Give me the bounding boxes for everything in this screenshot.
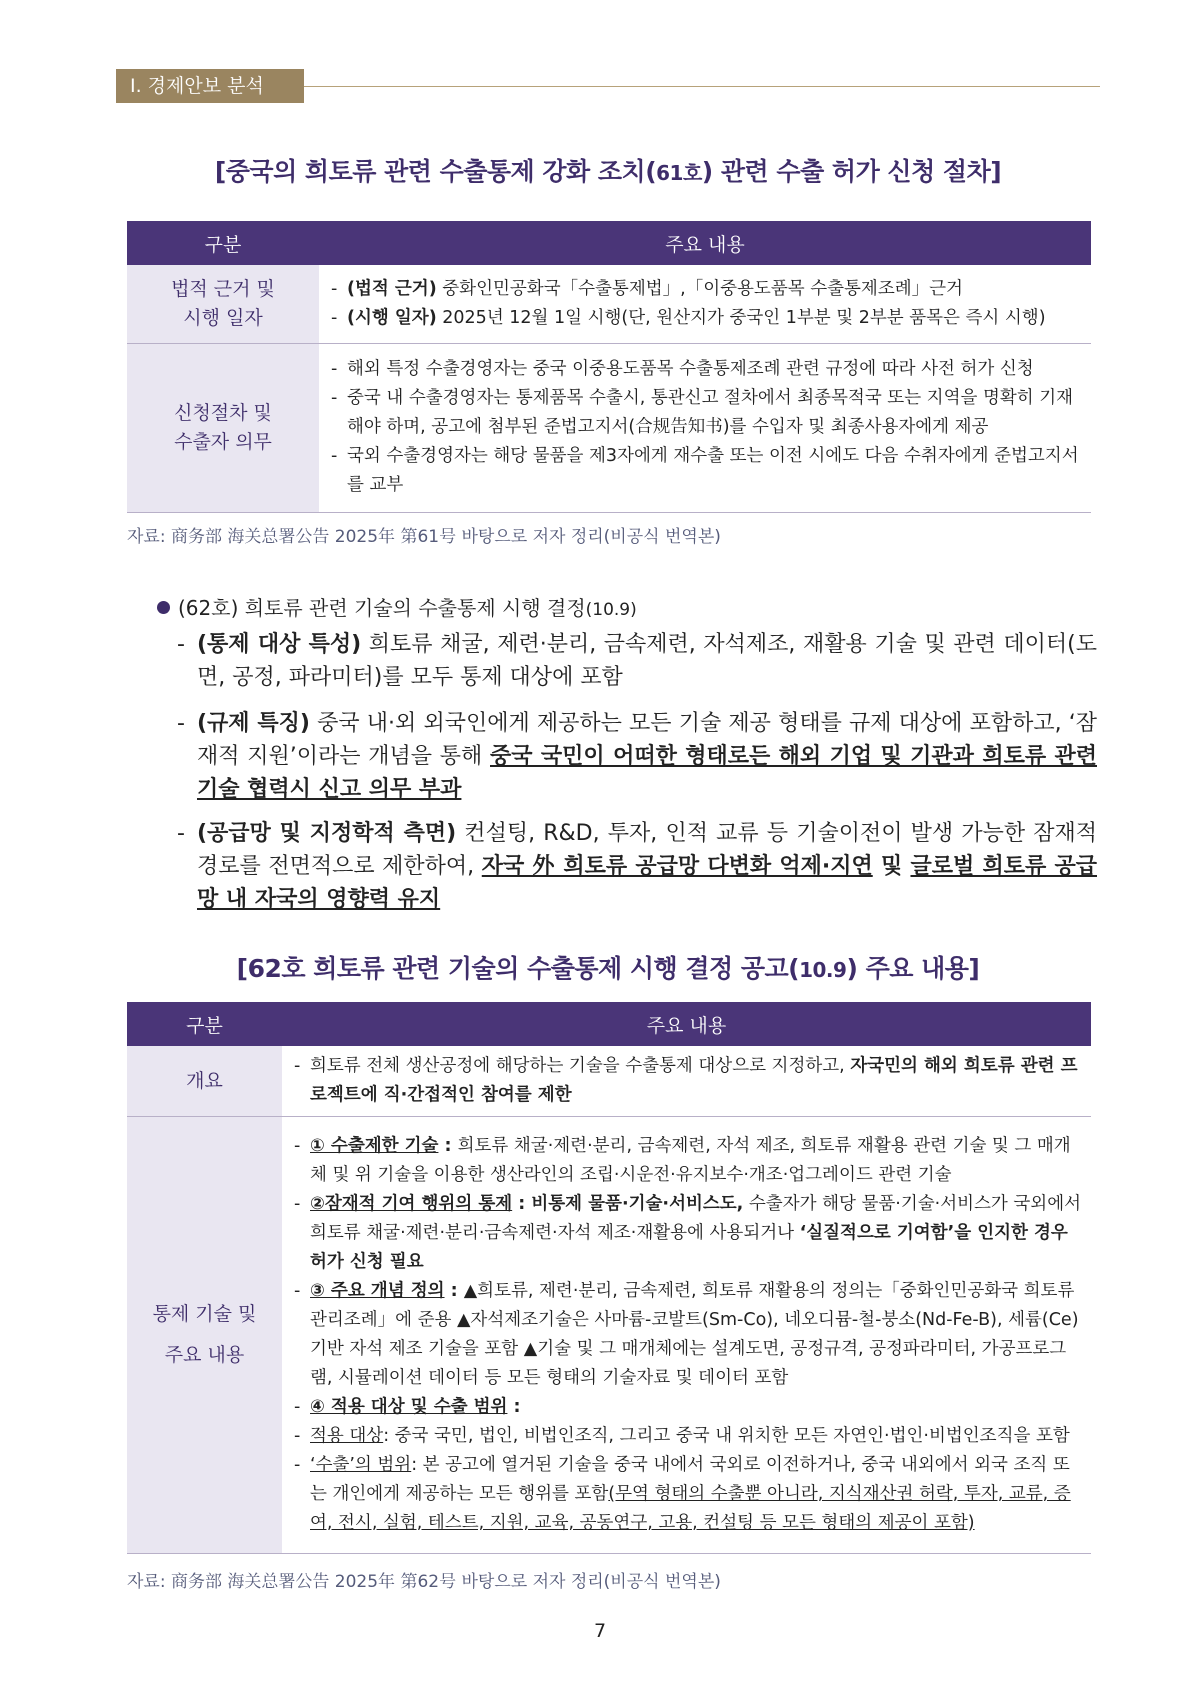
item-text: 2025년 12월 1일 시행(단, 원산지가 중국인 1부분 및 2부분 품목은 즉시 시행)	[436, 307, 1046, 328]
bullet-dot-icon	[157, 601, 170, 614]
table1	[127, 221, 1091, 513]
item-colon: :	[507, 1397, 521, 1417]
dash-icon: -	[177, 711, 185, 736]
item-text: ▲희토류, 제련·분리, 금속제련, 희토류 재활용의 정의는「중화인민공화국 희토류 관리조례」에 준용 ▲자석제조기술은 사마륨-코발트(Sm-Co), 네오디뮴-철-붕소(Nd-Fe-B), 세륨(Ce) 기반 자석 제조 기술을 포함 ▲기술 및 그 매개체에는 설계도면, 공정규격, 공정파라미터, 가공프로그램, 시뮬레이션 데이터 등 모든 형태의 기술자료 및 데이터 포함	[310, 1281, 1079, 1388]
item-bold: 비통제 물품·기술·서비스도,	[531, 1194, 744, 1214]
list-item: - 국외 수출경영자는 해당 물품을 제3자에게 재수출 또는 이전 시에도 다음 수취자에게 준법고지서를 교부	[331, 442, 1081, 500]
item-underline: (무역 형태의 수출뿐 아니라, 지식재산권 허락, 투자, 교류, 증여, 전시, 실험, 테스트, 지원, 교육, 공동연구, 고용, 컨설팅 등 모든 형태의 제공이 포함)	[310, 1484, 1071, 1533]
dash-icon: -	[177, 632, 185, 657]
item-text: : 본 공고에 열거된 기술을 중국 내에서 국외로 이전하거나, 중국 내외에서 외국 조직 또는 개인에게 제공하는 모든 행위를 포함	[310, 1455, 1070, 1504]
table1-header-row	[127, 221, 1091, 265]
table1-title-end: ) 관련 수출 허가 신청 절차]	[701, 157, 1002, 186]
list-item	[294, 1422, 1081, 1451]
table2-row2-content	[282, 1117, 1091, 1554]
table2-header-row	[127, 1002, 1091, 1046]
item-colon: :	[444, 1281, 464, 1301]
list-item	[331, 304, 1081, 333]
item-colon: :	[438, 1136, 458, 1156]
sub-text: 컨설팅, R&D, 투자, 인적 교류 등 기술이전이 발생 가능한 잠재적 경로를 전면적으로 제한하여,	[197, 821, 1097, 879]
label-line: 주요 내용	[164, 1344, 245, 1366]
bullet-main	[157, 592, 637, 621]
list-item	[331, 275, 1081, 304]
table1-source: 자료: 商务部 海关总署公告 2025年 第61号 바탕으로 저자 정리(비공식 번역본)	[127, 527, 721, 547]
table1-title-sub: 61호	[656, 161, 702, 185]
item-bold: ‘실질적으로 기여함’을 인지한 경우 허가 신청 필요	[310, 1223, 1068, 1272]
label-line: 통제 기술 및	[152, 1303, 257, 1325]
item-head: ④ 적용 대상 및 수출 범위	[310, 1397, 508, 1417]
sub-text: 희토류 채굴, 제련·분리, 금속제련, 자석제조, 재활용 기술 및 관련 데이터(도면, 공정, 파라미터)를 모두 통제 대상에 포함	[197, 632, 1097, 690]
label-line: 수출자 의무	[174, 430, 272, 453]
list-item	[294, 1393, 1081, 1422]
item-head: ③ 주요 개념 정의	[310, 1281, 445, 1301]
table1-row2-content	[319, 343, 1091, 512]
table2-title-main: [62호 희토류 관련 기술의 수출통제 시행 결정 공고(	[236, 954, 800, 983]
table1-row1-content	[319, 265, 1091, 343]
table2-row1-content	[282, 1046, 1091, 1117]
list-item	[294, 1132, 1081, 1190]
label-line: 신청절차 및	[174, 401, 272, 424]
item-bold: 자국민의 해외 희토류 관련 프로젝트에 직·간접적인 참여를 제한	[310, 1056, 1078, 1105]
item-head: ① 수출제한 기술	[310, 1136, 439, 1156]
item-text: 희토류 전체 생산공정에 해당하는 기술을 수출통제 대상으로 지정하고,	[310, 1056, 851, 1076]
page-number: 7	[593, 1620, 607, 1642]
section-header	[116, 69, 1100, 103]
table2-header-content: 주요 내용	[282, 1002, 1091, 1046]
item-text: : 중국 국민, 법인, 비법인조직, 그리고 중국 내 위치한 모든 자연인·법인·비법인조직을 포함	[383, 1426, 1070, 1446]
table-row	[127, 343, 1091, 512]
table1-row2-label	[127, 343, 319, 512]
section-tab: Ⅰ. 경제안보 분석	[116, 69, 304, 103]
sub-item-3	[177, 817, 1097, 916]
sub-bold: (통제 대상 특성)	[197, 632, 362, 657]
table2-title	[116, 949, 1100, 985]
sub-underline: 글로벌 희토류 공급망 내 자국의 영향력 유지	[197, 854, 1097, 912]
table2	[127, 1002, 1091, 1554]
table-row	[127, 1117, 1091, 1554]
item-text: 수출자가 해당 물품·기술·서비스가 국외에서 희토류 채굴·제련·분리·금속제련·자석 제조·재활용에 사용되거나	[310, 1194, 1082, 1243]
sub-bold: (규제 특징)	[197, 711, 310, 736]
table2-title-end: ) 주요 내용]	[846, 954, 980, 983]
table2-row2-label	[127, 1117, 282, 1554]
sub-underline: 중국 국민이 어떠한 형태로든 해외 기업 및 기관과 희토류 관련 기술 협력시 신고 의무 부과	[197, 744, 1097, 802]
table1-title-main: [중국의 희토류 관련 수출통제 강화 조치(	[214, 157, 657, 186]
table2-source: 자료: 商务部 海关总署公告 2025年 第62号 바탕으로 저자 정리(비공식 번역본)	[127, 1572, 721, 1592]
item-text: 희토류 채굴·제련·분리, 금속제련, 자석 제조, 희토류 재활용 관련 기술 및 그 매개체 및 위 기술을 이용한 생산라인의 조립·시운전·유지보수·개조·업그레이드 관련 기술	[310, 1136, 1071, 1185]
bullet-date: (10.9)	[585, 600, 637, 620]
sub-underline: 자국 外 희토류 공급망 다변화 억제·지연	[481, 854, 873, 879]
item-bold: (법적 근거)	[347, 278, 437, 299]
item-head: ‘수출’의 범위	[310, 1455, 412, 1475]
item-head: ②잠재적 기여 행위의 통제	[310, 1194, 513, 1214]
sub-and: 및	[872, 854, 911, 879]
item-text: 중화인민공화국「수출통제법」,「이중용도품목 수출통제조례」근거	[436, 278, 963, 299]
table1-row1-label	[127, 265, 319, 343]
list-item	[294, 1052, 1081, 1110]
list-item	[294, 1190, 1081, 1277]
list-item	[294, 1451, 1081, 1538]
table1-header-category: 구분	[127, 221, 319, 265]
item-bold: (시행 일자)	[347, 307, 437, 328]
header-rule	[304, 86, 1100, 87]
sub-item-2	[177, 707, 1097, 806]
table1-header-content: 주요 내용	[319, 221, 1091, 265]
item-head: 적용 대상	[310, 1426, 384, 1446]
list-item: - 해외 특정 수출경영자는 중국 이중용도품목 수출통제조례 관련 규정에 따라 사전 허가 신청	[331, 355, 1081, 384]
table-row	[127, 1046, 1091, 1117]
label-line: 시행 일자	[183, 306, 263, 329]
sub-text: 중국 내·외 외국인에게 제공하는 모든 기술 제공 형태를 규제 대상에 포함하고, ‘잠재적 지원’이라는 개념을 통해	[197, 711, 1097, 769]
table2-title-sub: 10.9	[799, 958, 847, 982]
label-line: 법적 근거 및	[171, 277, 275, 300]
list-item	[294, 1277, 1081, 1393]
dash-icon: -	[177, 821, 185, 846]
item-colon: :	[512, 1194, 532, 1214]
table2-row1-label: 개요	[127, 1046, 282, 1117]
table2-header-category: 구분	[127, 1002, 282, 1046]
table-row	[127, 265, 1091, 343]
sub-item-1	[177, 628, 1097, 694]
sub-bold: (공급망 및 지정학적 측면)	[197, 821, 457, 846]
bullet-main-text: (62호) 희토류 관련 기술의 수출통제 시행 결정	[178, 596, 586, 620]
table1-title	[116, 152, 1100, 188]
list-item: - 중국 내 수출경영자는 통제품목 수출시, 통관신고 절차에서 최종목적국 또는 지역을 명확히 기재해야 하며, 공고에 첨부된 준법고지서(合规告知书)를 수입자 및 최종사용자에게 제공	[331, 384, 1081, 442]
